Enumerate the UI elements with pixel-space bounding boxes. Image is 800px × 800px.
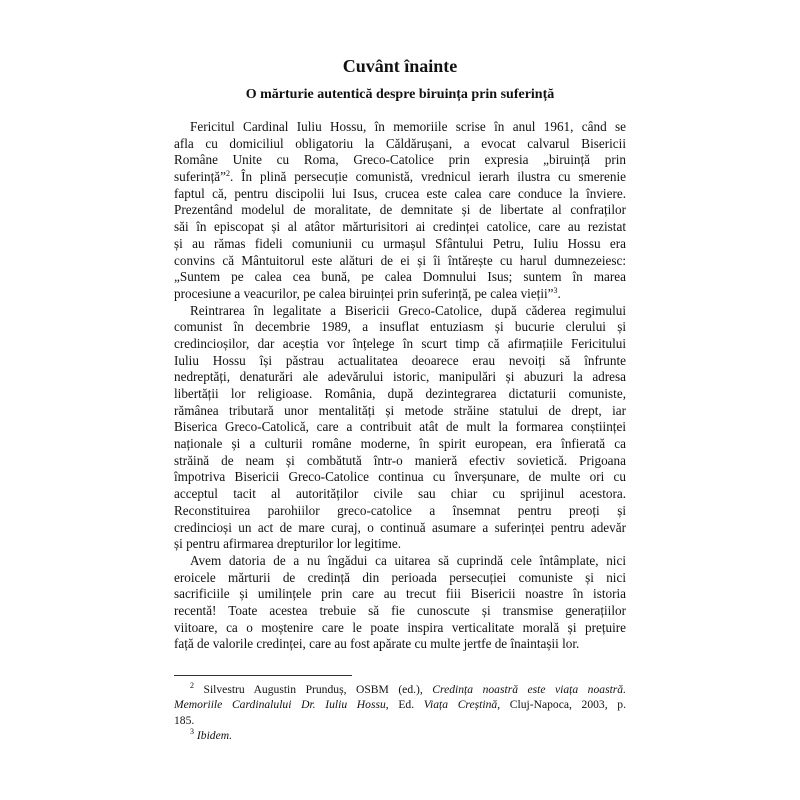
text-line [174, 536, 626, 553]
text-line [174, 453, 626, 470]
text-span: Reconstituirea parohiilor greco-catolice a însemnat pentru preoți și [174, 502, 626, 518]
text-line [174, 486, 626, 503]
footnote [174, 728, 626, 743]
italic-text: Credința noastră este viața noastră. [432, 683, 627, 696]
italic-text: Ibidem. [196, 729, 232, 743]
text-span: și pentru afirmarea drepturilor lor legitime. [174, 536, 402, 552]
text-line [174, 353, 626, 370]
text-span: Prezentând modelul de moralitate, de demnitate și de libertate al confraților [174, 202, 626, 218]
text-span: acceptul tacit al autorităților civile sau chiar cu sprijinul acestora. [174, 486, 626, 502]
text-span: și au rămas fideli comuniunii cu urmașul Sfântului Petru, Iuliu Hossu era [174, 235, 626, 251]
text-span: recentă! Toate acestea trebuie să fie cunoscute și transmise generațiilor [174, 602, 626, 618]
paragraph [174, 303, 626, 553]
text-line [174, 503, 626, 520]
text-line [174, 728, 626, 743]
footnote-ref: 3 [553, 285, 558, 295]
text-line [174, 682, 626, 697]
text-span: faptul că, pentru discipolii lui Isus, crucea este calea care conduce la înviere. [174, 185, 626, 201]
body-text [174, 119, 626, 653]
text-span: Reintrarea în legalitate a Bisericii Greco-Catolice, după căderea regimului [190, 302, 626, 318]
text-line [174, 436, 626, 453]
text-line [174, 570, 626, 587]
text-span: , Ed. [385, 698, 424, 712]
text-span: viitoare, ca o moștenire care le poate inspira verticalitate morală și prețuire [174, 619, 626, 635]
text-span: procesiune a veacurilor, pe calea biruinței prin suferință, pe calea vieții” [174, 285, 554, 301]
text-line [174, 219, 626, 236]
text-line [174, 319, 626, 336]
text-line [174, 202, 626, 219]
text-span: afla cu domiciliul obligatoriu la Căldărușani, a evocat calvarul Bisericii [174, 135, 626, 151]
text-span: convins că Mântuitorul este alături de ei și îi întărește cu harul dumnezeiesc: [174, 252, 626, 268]
text-span: libertății lor religioase. România, după dezintegrarea dictaturii comuniste, [174, 386, 626, 401]
text-span: Biserica Greco-Catolică, care a contribuit atât de mult la formarea conștiinței [174, 419, 626, 435]
text-span: naționale și a culturii române moderne, în spirit european, era înfierată ca [174, 436, 626, 452]
text-line [174, 169, 626, 186]
text-span: Iuliu Hossu își păstrau actualitatea deoarece erau nevoiți să înfrunte [174, 352, 626, 368]
text-span: . În plină persecuție comunistă, vrednicul ierarh ilustra cu smerenie [230, 169, 626, 185]
text-span: „Suntem pe calea cea bună, pe calea Domnului Isus; suntem în marea [174, 269, 626, 285]
text-line [174, 419, 626, 436]
text-line [174, 697, 626, 712]
text-span: străină de neam și combătută într-o manieră efectiv sovietică. Prigoana [174, 452, 626, 468]
chapter-subtitle: O mărturie autentică despre biruința prin suferință [245, 87, 555, 102]
text-span: credincioși un act de mare curaj, o continuă asumare a suferinței pentru adevăr [174, 519, 626, 535]
text-line [174, 713, 626, 728]
text-line [174, 119, 626, 136]
text-span: Avem datoria de a nu îngădui ca uitarea să cuprindă cele întâmplate, nici [190, 552, 626, 568]
text-line [174, 152, 626, 169]
text-line [174, 253, 626, 270]
text-line [174, 586, 626, 603]
paragraph [174, 119, 626, 303]
italic-text: Viața Creștină [423, 698, 498, 712]
text-span: credincioșilor, dar aceștia vor înțelege în scurt timp că afirmațiile Fericitului [174, 335, 626, 351]
text-line [174, 603, 626, 620]
text-span: 185. [174, 713, 195, 727]
text-line [174, 136, 626, 153]
footnote [174, 682, 626, 728]
paragraph [174, 553, 626, 653]
text-line [174, 186, 626, 203]
text-line [174, 386, 626, 403]
text-line [174, 403, 626, 420]
text-line [174, 620, 626, 637]
text-span: sacrificiile și umilințele prin care au trecut fiii Bisericii noastre în istoria [174, 586, 626, 602]
footnote-ref: 2 [226, 169, 230, 179]
text-span: față de valorile credinței, care au fost apărate cu multe jertfe de înaintașii lor. [174, 636, 580, 652]
text-span: comunist în decembrie 1989, a insuflat entuziasm și bucurie clerului și [174, 319, 626, 335]
text-line [174, 336, 626, 353]
text-span: eroicele mărturii de credință din perioada persecuției comuniste și nici [174, 569, 626, 585]
text-line [174, 286, 626, 303]
text-span: Silvestru Augustin Prunduș, OSBM (ed.), [194, 683, 433, 696]
text-span: săi în episcopat și al atâtor mărturisitori ai credinței catolice, care au rezistat [174, 219, 626, 235]
text-line [174, 236, 626, 253]
text-line [174, 636, 626, 653]
footnote-separator [174, 675, 352, 676]
text-span: , Cluj-Napoca, 2003, p. [497, 698, 626, 712]
text-span: . [557, 285, 561, 301]
text-span: împotriva Bisericii Greco-Catolice continua cu înverșunare, de multe ori cu [174, 469, 626, 485]
text-line [174, 553, 626, 570]
text-line [174, 469, 626, 486]
text-span: suferință” [174, 169, 226, 185]
text-span: Fericitul Cardinal Iuliu Hossu, în memoriile scrise în anul 1961, când se [190, 119, 626, 134]
text-span: Române Unite cu Roma, Greco-Catolice prin expresia „biruință prin [174, 152, 626, 168]
footnote-ref: 2 [190, 681, 194, 690]
text-line [174, 369, 626, 386]
italic-text: Memoriile Cardinalului Dr. Iuliu Hossu [174, 698, 386, 712]
text-line [174, 269, 626, 286]
chapter-title: Cuvânt înainte [342, 56, 458, 76]
footnote-ref: 3 [190, 727, 194, 737]
text-span: nedreptăți, denaturări ale adevărului istoric, manipulări și abuzuri la adresa [174, 369, 626, 385]
footnotes [174, 682, 626, 744]
text-line [174, 303, 626, 320]
text-span: rămânea tributară unor mentalități și metode străine statului de drept, iar [174, 402, 626, 418]
text-line [174, 520, 626, 537]
